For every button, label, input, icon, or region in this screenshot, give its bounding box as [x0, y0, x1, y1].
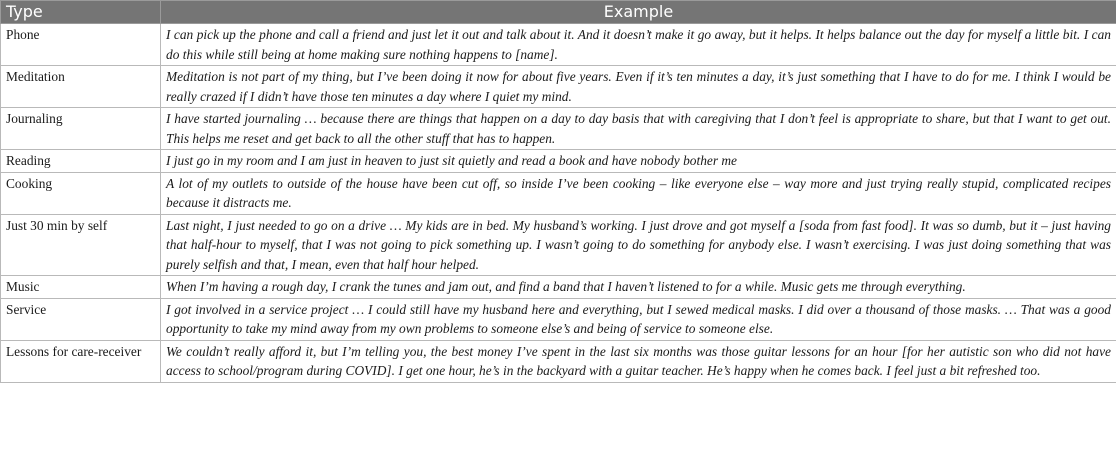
example-cell: A lot of my outlets to outside of the house have been cut off, so inside I’ve been cooking – like everyone else – way more and just trying really stupid, complicated recipes because it distracts me.	[161, 172, 1116, 214]
table-row	[1, 214, 1116, 276]
type-cell: Journaling	[1, 108, 161, 150]
type-cell: Reading	[1, 150, 161, 173]
table-row	[1, 340, 1116, 382]
example-cell: Last night, I just needed to go on a drive … My kids are in bed. My husband’s working. I just drove and got myself a [soda from fast food]. It was so dumb, but it – just having that half-hour to myself, that I was not going to pick something up. I wasn’t going to do something for anybody else. I wasn’t exercising. I was just doing something that was purely selfish and that, I mean, even that half hour helped.	[161, 214, 1116, 276]
table-row	[1, 150, 1116, 173]
example-column-header: Example	[161, 1, 1116, 24]
example-cell: I just go in my room and I am just in heaven to just sit quietly and read a book and have nobody bother me	[161, 150, 1116, 173]
type-cell: Lessons for care-receiver	[1, 340, 161, 382]
table-header	[1, 1, 1116, 24]
header-row	[1, 1, 1116, 24]
example-cell: I have started journaling … because there are things that happen on a day to day basis that with caregiving that I don’t feel is appropriate to share, but that I want to get out. This helps me reset and get back to all the other stuff that has to happen.	[161, 108, 1116, 150]
example-cell: I got involved in a service project … I could still have my husband here and everything, but I sewed medical masks. I did over a thousand of those masks. … That was a good opportunity to take my mind away from my own problems to someone else’s and being of service to someone else.	[161, 298, 1116, 340]
table-row	[1, 108, 1116, 150]
example-cell: Meditation is not part of my thing, but I’ve been doing it now for about five years. Even if it’s ten minutes a day, it’s just something that I have to do for me. I think I would be really crazed if I didn’t have those ten minutes a day where I quiet my mind.	[161, 66, 1116, 108]
type-cell: Phone	[1, 24, 161, 66]
example-cell: We couldn’t really afford it, but I’m telling you, the best money I’ve spent in the last six months was those guitar lessons for an hour [for her autistic son who did not have access to school/program during COVID]. I get one hour, he’s in the backyard with a guitar teacher. He’s happy when he comes back. I feel just a bit refreshed too.	[161, 340, 1116, 382]
table-body	[1, 24, 1116, 383]
type-cell: Cooking	[1, 172, 161, 214]
table-row	[1, 276, 1116, 299]
example-cell: I can pick up the phone and call a friend and just let it out and talk about it. And it doesn’t make it go away, but it helps. It helps balance out the day for myself a little bit. I can do this while still being at home making sure nothing happens to [name].	[161, 24, 1116, 66]
type-cell: Meditation	[1, 66, 161, 108]
example-cell: When I’m having a rough day, I crank the tunes and jam out, and find a band that I haven’t listened to for a while. Music gets me through everything.	[161, 276, 1116, 299]
table-row	[1, 298, 1116, 340]
type-cell: Just 30 min by self	[1, 214, 161, 276]
table-row	[1, 66, 1116, 108]
type-column-header: Type	[1, 1, 161, 24]
table-row	[1, 172, 1116, 214]
type-cell: Service	[1, 298, 161, 340]
type-cell: Music	[1, 276, 161, 299]
table-row	[1, 24, 1116, 66]
